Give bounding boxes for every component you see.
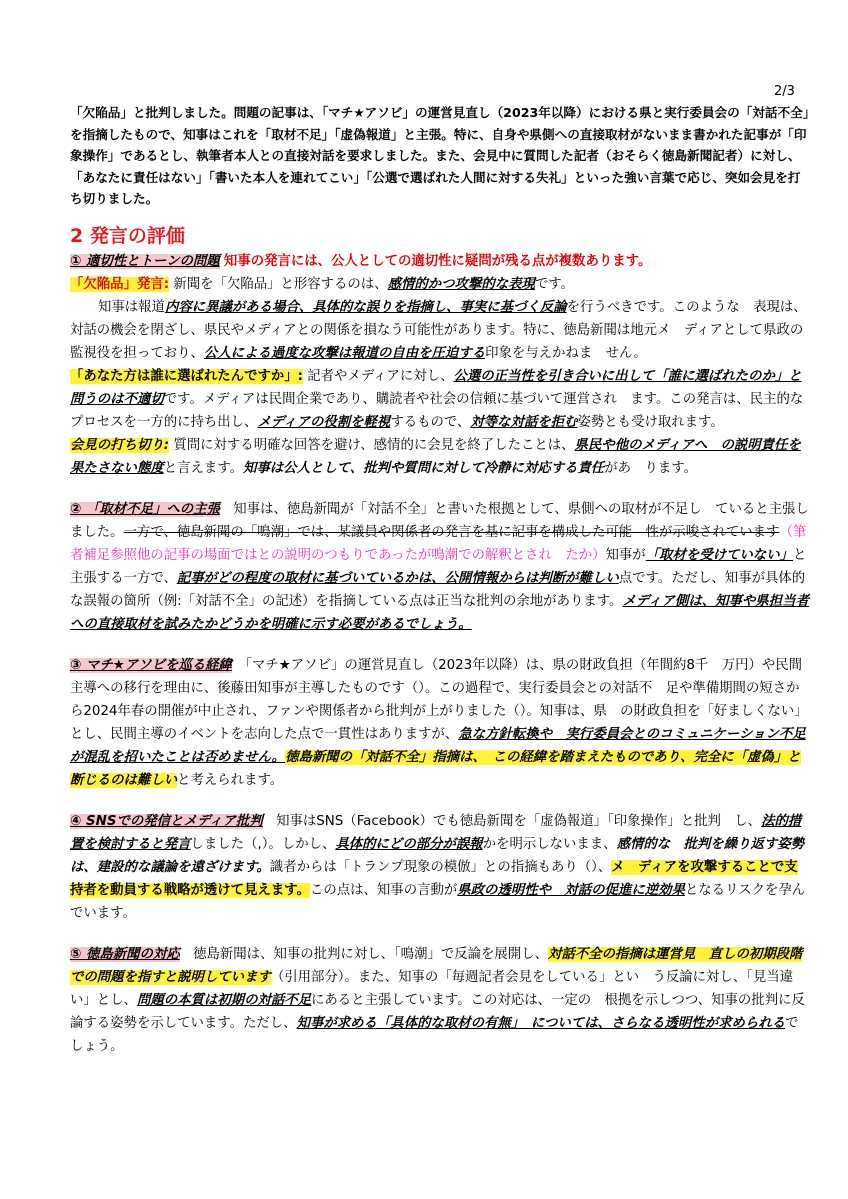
s2-strike-text: 一方で、徳島新聞の「鳴潮」では、某議員や関係者の発言を基に記事を構成した可能 性が示唆されています	[123, 524, 780, 540]
s4-emph4: メ ディアを攻撃することで支持者を動員する戦略が透けて見えます。	[70, 859, 798, 898]
s1-d-text: 質問に対する明確な回答を避け、感情的に会見を終了したことは、	[169, 437, 575, 453]
s1-c-emph2: メディアの役割を軽視	[257, 414, 391, 430]
s1-heading: ① 適切性とトーンの問題	[70, 253, 220, 269]
s2-t8: 点です。ただし、知事が具体的な誤報の箇所（例:「対話不全」の記述）を指摘している点は正当な批判の余地があります。	[70, 570, 806, 609]
s1-c-text2: です。メディアは民間企業であり、購読者や社会の信頼に基づいて運営され ます。この発言は、民主的なプロセスを一方的に持ち出し、	[70, 391, 804, 430]
s1-d-emph: 県民や他のメディアへ の説明責任を果たさない態度	[70, 437, 801, 476]
s5-emph2: 問題の本質は初期の対話不足	[136, 992, 312, 1008]
s1-d-tail: があ ります。	[604, 460, 697, 476]
s1-a-label: 「欠陥品」発言:	[70, 276, 170, 292]
s3-t4: と考えられます。	[177, 772, 284, 788]
s1-d-label: 会見の打ち切り:	[70, 437, 170, 453]
s2-t1: 知事は、徳島新聞が「対話不全」と書いた根拠として、県側への取材が不足し ていると主張しました。	[70, 501, 809, 540]
s1-c-tail: 姿勢とも受け取れます。	[577, 414, 724, 430]
s4-heading: ④ SNSでの発信とメディア批判	[70, 813, 263, 829]
s2-author-note: （筆者補足参照他の記事の場面ではとの説明のつもりであったが鳴潮での解釈とされ たか）	[70, 524, 807, 563]
s4-emph5: 県政の透明性や 対話の促進に逆効果	[457, 882, 685, 898]
s2-t6: と主張する一方で、	[70, 547, 807, 586]
s1-b-emph2: 公人による過度な攻撃は報道の自由を圧迫する	[203, 345, 486, 361]
s1-item-c	[70, 365, 810, 434]
s5-paragraph	[70, 943, 810, 1058]
s5-t7: でしょう。	[70, 1015, 799, 1054]
s4-t5: かを明示しないまま、	[482, 836, 617, 852]
s1-b-text: 知事は報道	[98, 299, 165, 315]
s4-t9: この点は、知事の言動が	[309, 882, 458, 898]
s5-t5: にあると主張しています。この対応は、一定の 根拠を示しつつ、知事の批判に反論する姿勢を示しています。ただし、	[70, 992, 805, 1031]
s3-emph2: 徳島新聞の「対話不全」指摘は、 この経緯を踏まえたものであり、完全に「虚偽」と断じるのは難しい	[70, 749, 801, 788]
s2-t4: 知事が	[605, 547, 646, 563]
s1-heading-line	[70, 250, 810, 273]
s2-emph3: メディア側は、知事や県担当者への直接取材を試みたかどうかを明確に示す必要があるでしょう。	[70, 593, 809, 632]
s1-c-text: 記者やメディアに対し、	[303, 368, 454, 384]
s4-t7: 識者からは「トランプ現象の模倣」との指摘もあり（）、	[269, 859, 612, 875]
s1-c-emph: 公選の正当性を引き合いに出して「誰に選ばれたのか」と問うのは不適切	[70, 368, 802, 407]
s4-emph3: 感情的な 批判を繰り返す姿勢は、建設的な議論を遠ざけます。	[70, 836, 805, 875]
s4-t1: 知事はSNS（Facebook）でも徳島新聞を「虚偽報道」「印象操作」と批判 し、	[262, 813, 762, 829]
document-body	[70, 102, 810, 1058]
s4-t11: となるリスクを孕んでいます。	[70, 882, 806, 921]
s3-heading: ③ マチ★アソビを巡る経緯	[70, 657, 232, 673]
spacer	[70, 636, 810, 654]
intro-paragraph: 「欠陥品」と批判しました。問題の記事は、「マチ★アソビ」の運営見直し（2023年以降）における県と実行委員会の「対話不全」を指摘したもので、知事はこれを「取材不足」「虚偽報道」と主張。特に、自身や県側への直接取材がないまま書かれた記事が「印象操作」であるとし、執筆者本人との直接対話を要求しました。また、会見中に質問した記者（おそらく徳島新聞記者）に対し、「あなたに責任はない」「書いた本人を連れてこい」「公選で選ばれた人間に対する失礼」といった強い言葉で応じ、突如会見を打ち切りました。	[70, 105, 809, 206]
s5-heading: ⑤ 徳島新聞の対応	[70, 946, 180, 962]
spacer	[70, 792, 810, 810]
s1-item-a	[70, 273, 810, 296]
s1-d-text2: と言えます。	[163, 460, 244, 476]
s1-a-emph: 感情的かつ攻撃的な表現	[387, 276, 535, 292]
s4-paragraph	[70, 810, 810, 925]
s1-a-tail: です。	[534, 276, 575, 292]
s3-t1: 「マチ★アソビ」の運営見直し（2023年以降）は、県の財政負担（年間約8千 万円）や民間主導への移行を理由に、後藤田知事が主導したものです（）。この過程で、実行委員会との対話不 足や準備期間の短さから2024年春の開催が中止され、ファンや関係者から批判が上がりました（）。知事は、県 の財政負担を「好ましくない」とし、民間主導のイベントを志向した点で一貫性はありますが、	[70, 657, 808, 742]
s1-c-emph3: 対等な対話を拒む	[470, 414, 578, 430]
section-title: 2 発言の評価	[70, 224, 185, 247]
s4-t3: しました（,）。しかし、	[190, 836, 336, 852]
s4-emph1: 法的措置を検討すると発言	[70, 813, 802, 852]
s5-t1: 徳島新聞は、知事の批判に対し、「鳴潮」で反論を展開し、	[179, 946, 548, 962]
s2-heading: ② 「取材不足」への主張	[70, 501, 220, 517]
s1-d-emph2: 知事は公人として、批判や質問に対して冷静に対応する責任	[243, 460, 605, 476]
s1-item-d	[70, 434, 810, 480]
s1-b-emph: 内容に異議がある場合、具体的な誤りを指摘し、事実に基づく反論	[164, 299, 567, 315]
s5-t3: （引用部分）。また、知事の「毎週記者会見をしている」とい う反論に対し、「見当違い」とし、	[70, 969, 794, 1008]
s1-b-tail: 印象を与えかねま せん。	[485, 345, 647, 361]
s1-c-label: 「あなた方は誰に選ばれたんですか」:	[70, 368, 303, 384]
s1-b-text2: を行うべきです。このような 表現は、対話の機会を閉ざし、県民やメディアとの関係を損なう可能性があります。特に、徳島新聞は地元メ ディアとして県政の監視役を担っており、	[70, 299, 807, 361]
s5-emph3: 知事が求める「具体的な取材の有無」 については、さらなる透明性が求められる	[296, 1015, 786, 1031]
s4-emph2: 具体的にどの部分が誤報	[335, 836, 483, 852]
s1-paragraph-b	[70, 296, 810, 365]
spacer	[70, 925, 810, 943]
s5-emph1: 対話不全の指摘は運営見 直しの初期段階での問題を指すと説明しています	[70, 946, 803, 985]
s3-paragraph	[70, 654, 810, 792]
s2-emph1: 「取材を受けていない」	[645, 547, 793, 563]
s3-emph1: 急な方針転換や 実行委員会とのコミュニケーション不足が混乱を招いたことは否めません。	[70, 726, 806, 765]
s2-emph2: 記事がどの程度の取材に基づいているかは、公開情報からは判断が難しい	[176, 570, 619, 586]
s1-a-text: 新聞を「欠陥品」と形容するのは、	[169, 276, 388, 292]
s1-c-text3: するもので、	[390, 414, 471, 430]
page-number: 2/3	[774, 84, 795, 99]
spacer	[70, 480, 810, 498]
s1-lead: 知事の発言には、公人としての適切性に疑問が残る点が複数あります。	[223, 253, 652, 269]
s2-paragraph	[70, 498, 810, 636]
